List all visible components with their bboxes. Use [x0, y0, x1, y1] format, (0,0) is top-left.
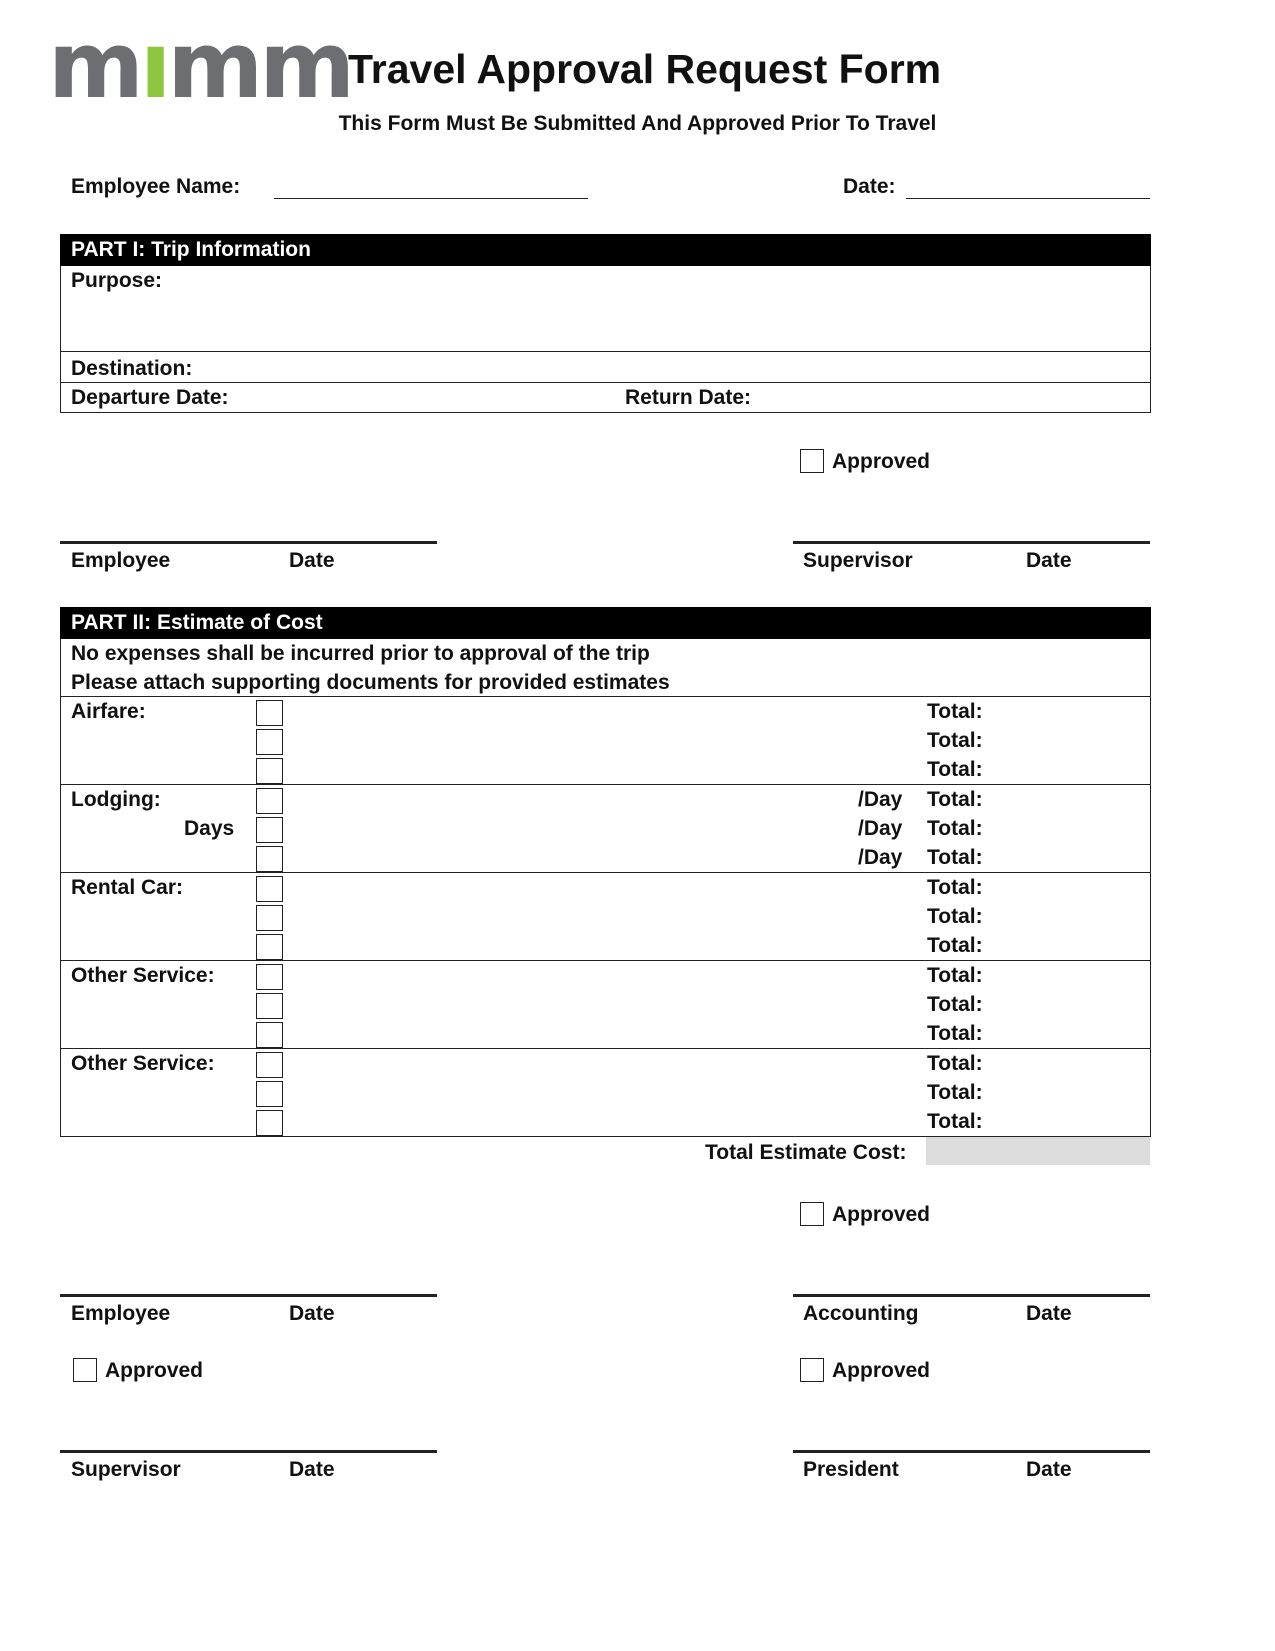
- supervisor-approved-checkbox[interactable]: [73, 1358, 97, 1382]
- president-approved-checkbox[interactable]: [800, 1358, 824, 1382]
- cost-line-description-field[interactable]: [290, 1109, 850, 1135]
- purpose-label: Purpose:: [71, 269, 163, 292]
- line-total-field[interactable]: [990, 728, 1148, 754]
- part1-employee-date-label: Date: [289, 549, 335, 572]
- cost-line-description-field[interactable]: [290, 963, 850, 989]
- cost-line-description-field[interactable]: [290, 787, 850, 813]
- divider: [60, 382, 1151, 383]
- divider: [60, 784, 1151, 785]
- line-total-field[interactable]: [990, 845, 1148, 871]
- part1-approved-label: Approved: [832, 450, 931, 473]
- purpose-field[interactable]: [62, 266, 1149, 351]
- part1-employee-signature-line[interactable]: [60, 541, 437, 544]
- per-day-label: /Day: [858, 846, 903, 869]
- per-day-label: /Day: [858, 788, 903, 811]
- cost-line-checkbox[interactable]: [256, 1110, 283, 1136]
- cost-line-checkbox[interactable]: [256, 758, 283, 784]
- cost-category-label: Other Service:: [71, 964, 215, 987]
- line-total-field[interactable]: [990, 757, 1148, 783]
- cost-line-checkbox[interactable]: [256, 729, 283, 755]
- accounting-signature-line[interactable]: [793, 1294, 1150, 1297]
- cost-line-description-field[interactable]: [290, 757, 850, 783]
- cost-line-description-field[interactable]: [290, 904, 850, 930]
- line-total-field[interactable]: [990, 875, 1148, 901]
- divider: [60, 351, 1151, 352]
- cost-line-description-field[interactable]: [290, 816, 850, 842]
- company-logo: [48, 12, 352, 119]
- cost-line-checkbox[interactable]: [256, 817, 283, 843]
- president-date-label: Date: [1026, 1458, 1072, 1481]
- cost-category-label: Other Service:: [71, 1052, 215, 1075]
- cost-category-label: Rental Car:: [71, 876, 184, 899]
- date-field[interactable]: [906, 198, 1150, 199]
- accounting-date-label: Date: [1026, 1302, 1072, 1325]
- line-total-field[interactable]: [990, 1051, 1148, 1077]
- line-total-field[interactable]: [990, 992, 1148, 1018]
- divider: [60, 696, 1151, 697]
- line-total-label: Total:: [927, 846, 983, 869]
- line-total-field[interactable]: [990, 1080, 1148, 1106]
- part1-supervisor-label: Supervisor: [803, 549, 913, 572]
- part1-heading: PART I: Trip Information: [60, 234, 1151, 266]
- line-total-label: Total:: [927, 1110, 983, 1133]
- destination-field[interactable]: [200, 353, 1149, 381]
- line-total-field[interactable]: [990, 816, 1148, 842]
- line-total-label: Total:: [927, 964, 983, 987]
- cost-category-label: Lodging:: [71, 788, 161, 811]
- president-label: President: [803, 1458, 899, 1481]
- employee-name-field[interactable]: [274, 198, 588, 199]
- part2-note: No expenses shall be incurred prior to approval of the trip: [71, 642, 650, 665]
- divider: [60, 1048, 1151, 1049]
- form-subtitle: This Form Must Be Submitted And Approved Prior To Travel: [338, 112, 937, 135]
- part2-approved-label: Approved: [832, 1203, 931, 1226]
- line-total-label: Total:: [927, 817, 983, 840]
- departure-date-label: Departure Date:: [71, 386, 229, 409]
- part1-employee-label: Employee: [71, 549, 171, 572]
- cost-line-description-field[interactable]: [290, 875, 850, 901]
- part2-employee-date-label: Date: [289, 1302, 335, 1325]
- destination-label: Destination:: [71, 357, 193, 380]
- cost-line-checkbox[interactable]: [256, 876, 283, 902]
- employee-name-label: Employee Name:: [71, 175, 241, 198]
- cost-line-description-field[interactable]: [290, 699, 850, 725]
- cost-line-description-field[interactable]: [290, 728, 850, 754]
- divider: [60, 872, 1151, 873]
- cost-line-checkbox[interactable]: [256, 1022, 283, 1048]
- line-total-field[interactable]: [990, 963, 1148, 989]
- president-signature-line[interactable]: [793, 1450, 1150, 1453]
- days-label: Days: [184, 817, 235, 840]
- cost-category-label: Airfare:: [71, 700, 146, 723]
- line-total-field[interactable]: [990, 787, 1148, 813]
- logo-text-i: ı: [139, 12, 168, 119]
- part2-employee-signature-line[interactable]: [60, 1294, 437, 1297]
- cost-line-description-field[interactable]: [290, 845, 850, 871]
- part2-employee-label: Employee: [71, 1302, 171, 1325]
- supervisor-date-label: Date: [289, 1458, 335, 1481]
- per-day-label: /Day: [858, 817, 903, 840]
- line-total-label: Total:: [927, 1022, 983, 1045]
- line-total-label: Total:: [927, 758, 983, 781]
- total-estimate-label: Total Estimate Cost:: [705, 1141, 907, 1164]
- supervisor-label: Supervisor: [71, 1458, 181, 1481]
- line-total-label: Total:: [927, 876, 983, 899]
- line-total-field[interactable]: [990, 1021, 1148, 1047]
- cost-line-checkbox[interactable]: [256, 846, 283, 872]
- logo-text-mm: mm: [167, 12, 352, 119]
- return-date-label: Return Date:: [625, 386, 752, 409]
- part2-heading: PART II: Estimate of Cost: [60, 607, 1151, 639]
- return-date-field[interactable]: [760, 384, 1149, 411]
- cost-line-checkbox[interactable]: [256, 964, 283, 990]
- cost-line-checkbox[interactable]: [256, 993, 283, 1019]
- cost-line-checkbox[interactable]: [256, 1052, 283, 1078]
- line-total-label: Total:: [927, 788, 983, 811]
- cost-line-description-field[interactable]: [290, 1051, 850, 1077]
- cost-line-description-field[interactable]: [290, 1080, 850, 1106]
- line-total-label: Total:: [927, 729, 983, 752]
- line-total-field[interactable]: [990, 904, 1148, 930]
- cost-line-checkbox[interactable]: [256, 788, 283, 814]
- line-total-label: Total:: [927, 934, 983, 957]
- logo-text-m1: m: [48, 12, 140, 119]
- line-total-field[interactable]: [990, 933, 1148, 959]
- form-title: Travel Approval Request Form: [348, 46, 942, 92]
- part1-supervisor-signature-line[interactable]: [793, 541, 1150, 544]
- line-total-label: Total:: [927, 993, 983, 1016]
- total-estimate-field[interactable]: [926, 1137, 1150, 1165]
- line-total-label: Total:: [927, 1081, 983, 1104]
- part1-approved-checkbox[interactable]: [800, 449, 824, 473]
- cost-line-checkbox[interactable]: [256, 905, 283, 931]
- president-approved-label: Approved: [832, 1359, 931, 1382]
- part2-note: Please attach supporting documents for provided estimates: [71, 671, 670, 694]
- divider: [60, 960, 1151, 961]
- part1-supervisor-date-label: Date: [1026, 549, 1072, 572]
- cost-line-checkbox[interactable]: [256, 700, 283, 726]
- line-total-label: Total:: [927, 1052, 983, 1075]
- cost-line-checkbox[interactable]: [256, 934, 283, 960]
- cost-line-description-field[interactable]: [290, 933, 850, 959]
- cost-line-description-field[interactable]: [290, 992, 850, 1018]
- line-total-label: Total:: [927, 905, 983, 928]
- accounting-label: Accounting: [803, 1302, 919, 1325]
- line-total-field[interactable]: [990, 699, 1148, 725]
- supervisor-signature-line[interactable]: [60, 1450, 437, 1453]
- part2-approved-checkbox[interactable]: [800, 1202, 824, 1226]
- cost-line-description-field[interactable]: [290, 1021, 850, 1047]
- departure-date-field[interactable]: [240, 384, 610, 411]
- line-total-label: Total:: [927, 700, 983, 723]
- cost-line-checkbox[interactable]: [256, 1081, 283, 1107]
- supervisor-approved-label: Approved: [105, 1359, 204, 1382]
- line-total-field[interactable]: [990, 1109, 1148, 1135]
- date-label: Date:: [843, 175, 896, 198]
